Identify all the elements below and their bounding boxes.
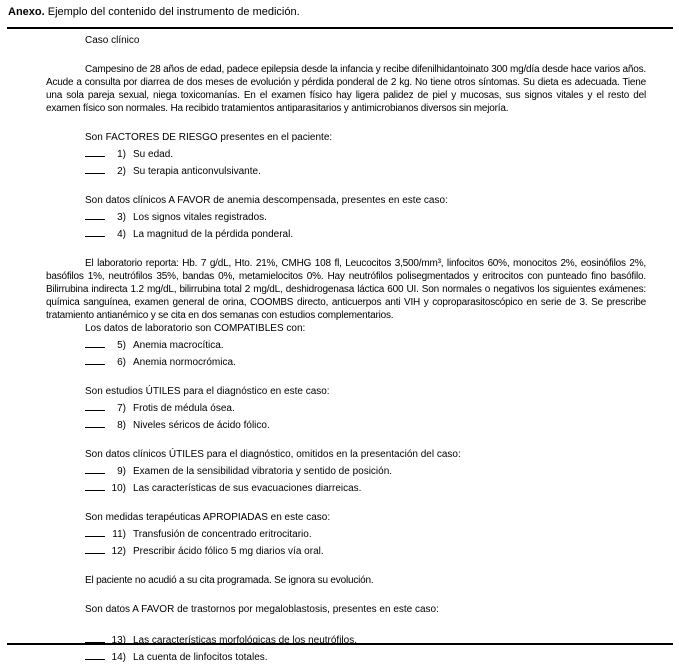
item-row xyxy=(46,526,646,541)
item-number: 8) xyxy=(117,420,126,431)
item-text: Transfusión de concentrado eritrocitario. xyxy=(133,529,312,540)
section-header: Son FACTORES DE RIESGO presentes en el paciente: xyxy=(85,132,333,143)
section-header: Son datos clínicos A FAVOR de anemia descompensada, presentes en este caso: xyxy=(85,195,448,206)
answer-blank xyxy=(85,354,105,365)
item-text: Prescribir ácido fólico 5 mg diarios vía oral. xyxy=(133,546,324,557)
item-text: La cuenta de linfocitos totales. xyxy=(133,652,268,663)
answer-blank xyxy=(85,400,105,411)
item-number: 12) xyxy=(111,546,126,557)
item-row xyxy=(46,163,646,178)
top-rule xyxy=(7,27,673,29)
lab-paragraph: El laboratorio reporta: Hb. 7 g/dL, Hto. 21%, CMHG 108 fl, Leucocitos 3,500/mm³, linfocitos 60%, monocitos 2%, eosinófilos 2%, basófilos 1%, neutrófilos 35%, bandas 0%, metamielocitos 0%. Hay neutrófilos polisegmentados y eritrocitos con punteado fino basófilo. Bilirrubina indirecta 1.2 mg/dL, bilirrubina total 2 mg/dL, deshidrogenasa láctica 600 UI. Son normales o negativos los siguientes exámenes: química sanguínea, examen general de orina, COOMBS directo, anticuerpos anti VIH y coproparasitoscópico en serie de 3. Se prescribe tratamiento antianémico y se cita en dos semanas con estudios complementarios. xyxy=(46,258,646,321)
item-text: Frotis de médula ósea. xyxy=(133,403,235,414)
section-items xyxy=(46,463,646,495)
case-heading: Caso clínico xyxy=(85,35,140,46)
section-lab-compatible xyxy=(46,322,646,369)
section-items xyxy=(46,632,646,664)
page-title-text: Ejemplo del contenido del instrumento de medición. xyxy=(44,6,300,18)
answer-blank xyxy=(85,543,105,554)
item-number: 3) xyxy=(117,212,126,223)
item-row xyxy=(46,209,646,224)
section-header: Son datos A FAVOR de trastornos por megaloblastosis, presentes en este caso: xyxy=(85,604,439,615)
section-megaloblastosis xyxy=(46,603,646,664)
item-row xyxy=(46,543,646,558)
item-row xyxy=(46,480,646,495)
answer-blank xyxy=(85,526,105,537)
section-items xyxy=(46,146,646,178)
item-number: 1) xyxy=(117,149,126,160)
item-number: 6) xyxy=(117,357,126,368)
item-number: 5) xyxy=(117,340,126,351)
section-risk-factors xyxy=(46,131,646,178)
item-number: 10) xyxy=(111,483,126,494)
item-number: 7) xyxy=(117,403,126,414)
item-number: 4) xyxy=(117,229,126,240)
item-number: 9) xyxy=(117,466,126,477)
section-header: Son medidas terapéuticas APROPIADAS en este caso: xyxy=(85,512,331,523)
item-row xyxy=(46,463,646,478)
answer-blank xyxy=(85,146,105,157)
section-items xyxy=(46,526,646,558)
section-items xyxy=(46,337,646,369)
page-title-label: Anexo. xyxy=(8,6,45,18)
document-content xyxy=(46,34,646,664)
item-number: 11) xyxy=(112,529,126,540)
item-row xyxy=(46,226,646,241)
item-row xyxy=(46,649,646,664)
item-number: 14) xyxy=(111,652,126,663)
answer-blank xyxy=(85,632,105,643)
section-useful-clinical-data xyxy=(46,448,646,495)
item-text: Anemia normocrómica. xyxy=(133,357,236,368)
item-number: 2) xyxy=(117,166,126,177)
item-row xyxy=(46,400,646,415)
section-items xyxy=(46,400,646,432)
followup-paragraph: El paciente no acudió a su cita programada. Se ignora su evolución. xyxy=(85,575,374,586)
section-useful-studies xyxy=(46,385,646,432)
answer-blank xyxy=(85,226,105,237)
item-row xyxy=(46,146,646,161)
answer-blank xyxy=(85,209,105,220)
section-header: Son datos clínicos ÚTILES para el diagnóstico, omitidos en la presentación del caso: xyxy=(85,449,461,460)
answer-blank xyxy=(85,337,105,348)
page-title xyxy=(8,6,300,19)
section-therapeutic-measures xyxy=(46,511,646,558)
item-text: Anemia macrocítica. xyxy=(133,340,224,351)
bottom-rule xyxy=(7,643,673,645)
section-items xyxy=(46,209,646,241)
item-text: Su terapia anticonvulsivante. xyxy=(133,166,261,177)
answer-blank xyxy=(85,163,105,174)
item-text: Los signos vitales registrados. xyxy=(133,212,267,223)
answer-blank xyxy=(85,417,105,428)
section-header: Son estudios ÚTILES para el diagnóstico en este caso: xyxy=(85,386,330,397)
item-row xyxy=(46,417,646,432)
item-text: Examen de la sensibilidad vibratoria y sentido de posición. xyxy=(133,466,393,477)
intro-paragraph: Campesino de 28 años de edad, padece epilepsia desde la infancia y recibe difenilhidantoinato 300 mg/día desde hace varios años. Acude a consulta por diarrea de dos meses de evolución y pérdida ponderal de 2 kg. No tiene otros síntomas. Su dieta es adecuada. Tiene una sola pareja sexual, niega toxicomanías. En el examen físico hay ligera palidez de piel y mucosas, sus signos vitales y el resto del examen físico son normales. Ha recibido tratamientos antiparasitarios y antimicrobianos diversos sin mejoría. xyxy=(46,64,646,114)
section-header: Los datos de laboratorio son COMPATIBLES con: xyxy=(85,323,306,334)
answer-blank xyxy=(85,649,105,660)
item-row xyxy=(46,337,646,352)
item-text: Su edad. xyxy=(133,149,174,160)
answer-blank xyxy=(85,480,105,491)
answer-blank xyxy=(85,463,105,474)
item-number: 13) xyxy=(111,635,126,646)
item-text: Las características de sus evacuaciones diarreicas. xyxy=(133,483,362,494)
item-text: Las características morfológicas de los neutrófilos. xyxy=(133,635,357,646)
section-clinical-data-anemia xyxy=(46,194,646,241)
item-row xyxy=(46,354,646,369)
item-text: La magnitud de la pérdida ponderal. xyxy=(133,229,294,240)
item-text: Niveles séricos de ácido fólico. xyxy=(133,420,270,431)
